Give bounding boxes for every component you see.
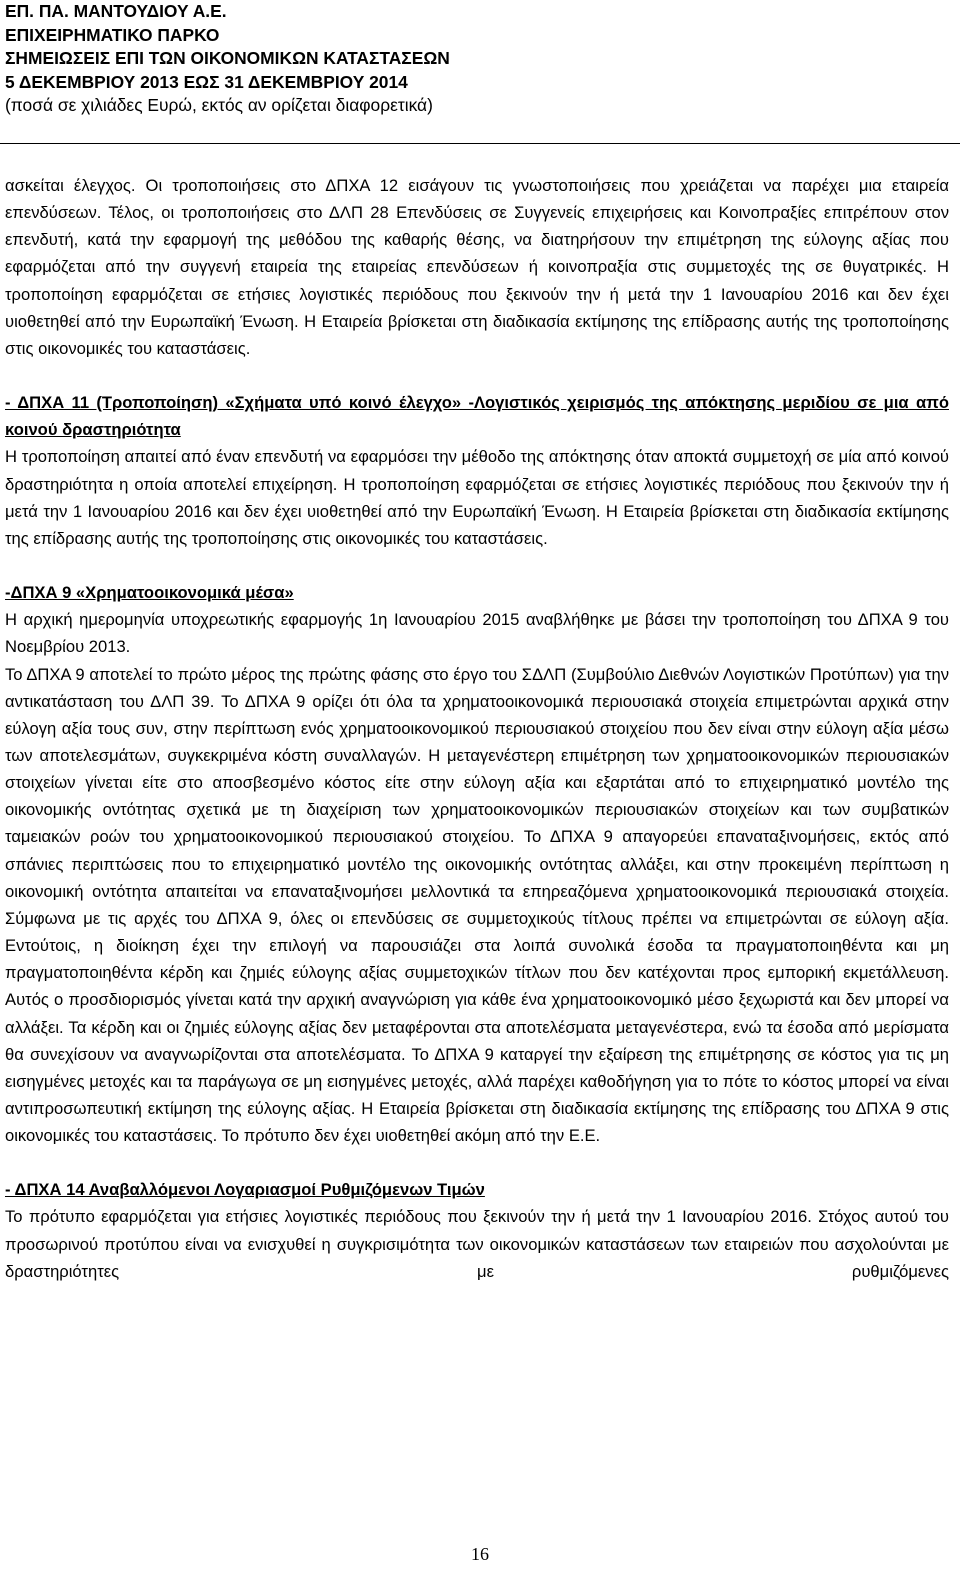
section-spacer bbox=[5, 362, 949, 389]
page-header bbox=[5, 0, 945, 118]
page-number: 16 bbox=[471, 1544, 489, 1564]
document-title: ΣΗΜΕΙΩΣΕΙΣ ΕΠΙ ΤΩΝ ΟΙΚΟΝΟΜΙΚΩΝ ΚΑΤΑΣΤΑΣΕΩΝ bbox=[5, 48, 450, 68]
ifrs9-heading: -ΔΠΧΑ 9 «Χρηματοοικονομικά μέσα» bbox=[5, 583, 294, 603]
document-body bbox=[5, 172, 949, 1285]
company-name: ΕΠ. ΠΑ. ΜΑΝΤΟΥΔΙΟΥ Α.Ε. bbox=[5, 1, 227, 21]
section-spacer bbox=[5, 1149, 949, 1176]
ias11-paragraph: Η τροποποίηση απαιτεί από έναν επενδυτή να εφαρμόσει την μέθοδο της απόκτησης όταν αποκτά συμμετοχή σε μία από κοινού δραστηριότητα η οποία αποτελεί επιχείρηση. Η τροποποίηση εφαρμόζεται σε ετήσιες λογιστικές περιόδους που ξεκινούν την ή μετά την 1 Ιανουαρίου 2016 και δεν έχει υιοθετηθεί από την Ευρωπαϊκή Ένωση. Η Εταιρεία βρίσκεται στη διαδικασία εκτίμησης της επίδρασης αυτής της τροποποίησης στις οικονομικές του καταστάσεις. bbox=[5, 447, 949, 548]
continuation-paragraph: ασκείται έλεγχος. Οι τροποποιήσεις στο ΔΠΧΑ 12 εισάγουν τις γνωστοποιήσεις που χρειάζεται να παρέχει μια εταιρεία επενδύσεων. Τέλος, οι τροποποιήσεις στο ΔΛΠ 28 Επενδύσεις σε Συγγενείς επιχειρήσεις και Κοινοπραξίες επιτρέπουν στον επενδυτή, κατά την εφαρμογή της μεθόδου της καθαρής θέσης, να διατηρήσουν την επιμέτρηση της εύλογης αξίας που εφαρμόζεται από την συγγενή εταιρεία της εταιρείας επενδύσεων ή κοινοπραξία στις συμμετοχές της σε θυγατρικές. Η τροποποίηση εφαρμόζεται σε ετήσιες λογιστικές περιόδους που ξεκινούν την ή μετά την 1 Ιανουαρίου 2016 και δεν έχει υιοθετηθεί από την Ευρωπαϊκή Ένωση. Η Εταιρεία βρίσκεται στη διαδικασία εκτίμησης της επίδρασης αυτής της τροποποίησης στις οικονομικές του καταστάσεις. bbox=[5, 176, 949, 358]
ias11-heading: - ΔΠΧΑ 11 (Τροποποίηση) «Σχήματα υπό κοινό έλεγχο» -Λογιστικός χειρισμός της απόκτησης μεριδίου σε μια από κοινού δραστηριότητα bbox=[5, 393, 949, 440]
currency-note: (ποσά σε χιλιάδες Ευρώ, εκτός αν ορίζεται διαφορετικά) bbox=[5, 95, 433, 115]
header-divider bbox=[0, 143, 960, 144]
ifrs9-paragraph-1: Η αρχική ημερομηνία υποχρεωτικής εφαρμογής 1η Ιανουαρίου 2015 αναβλήθηκε με βάσει την τροποποίηση του ΔΠΧΑ 9 του Νοεμβρίου 2013. bbox=[5, 610, 949, 657]
ifrs14-paragraph: Το πρότυπο εφαρμόζεται για ετήσιες λογιστικές περιόδους που ξεκινούν την ή μετά την 1 Ιανουαρίου 2016. Στόχος αυτού του προσωρινού προτύπου είναι να ενισχυθεί η συγκρισιμότητα των οικονομικών καταστάσεων των εταιρειών που ασχολούνται με δραστηριότητες με ρυθμιζόμενες bbox=[5, 1207, 949, 1281]
section-spacer bbox=[5, 552, 949, 579]
company-subtitle: ΕΠΙΧΕΙΡΗΜΑΤΙΚΟ ΠΑΡΚΟ bbox=[5, 24, 220, 45]
ifrs14-heading: - ΔΠΧΑ 14 Αναβαλλόμενοι Λογαριασμοί Ρυθμιζόμενων Τιμών bbox=[5, 1180, 485, 1200]
period-line: 5 ΔΕΚΕΜΒΡΙΟΥ 2013 ΕΩΣ 31 ΔΕΚΕΜΒΡΙΟΥ 2014 bbox=[5, 71, 408, 92]
ifrs9-paragraph-2: Το ΔΠΧΑ 9 αποτελεί το πρώτο μέρος της πρώτης φάσης στο έργο του ΣΔΛΠ (Συμβούλιο Διεθνών Λογιστικών Προτύπων) για την αντικατάσταση του ΔΛΠ 39. Το ΔΠΧΑ 9 ορίζει ότι όλα τα χρηματοοικονομικά περιουσιακά στοιχεία επιμετρώνται αρχικά στην εύλογη αξία τους συν, στην περίπτωση ενός χρηματοοικονομικού περιουσιακού στοιχείου που δεν είναι στην εύλογη αξία μέσω των αποτελεσμάτων, συγκεκριμένα κόστη συναλλαγών. Η μεταγενέστερη επιμέτρηση των χρηματοοικονομικών περιουσιακών στοιχείων γίνεται είτε στο αποσβεσμένο κόστος είτε στην εύλογη αξία και εξαρτάται από το επιχειρηματικό μοντέλο της οικονομικής οντότητας σχετικά με τη διαχείριση των χρηματοοικονομικών περιουσιακών στοιχείων και των συμβατικών ταμειακών ροών του χρηματοοικονομικού περιουσιακού στοιχείου. Το ΔΠΧΑ 9 απαγορεύει επαναταξινομήσεις, εκτός από σπάνιες περιπτώσεις που το επιχειρηματικό μοντέλο της οικονομικής οντότητας αλλάξει, και στην προκειμένη περίπτωση η οικονομική οντότητα απαιτείται να επαναταξινομήσει μελλοντικά τα επηρεαζόμενα χρηματοοικονομικά περιουσιακά στοιχεία. Σύμφωνα με τις αρχές του ΔΠΧΑ 9, όλες οι επενδύσεις σε συμμετοχικούς τίτλους πρέπει να επιμετρώνται σε εύλογη αξία. Εντούτοις, η διοίκηση έχει την επιλογή να παρουσιάζει στα λοιπά συνολικά έσοδα τα πραγματοποιηθέντα και μη πραγματοποιηθέντα κέρδη και ζημιές εύλογης αξίας συμμετοχικών τίτλων που δεν κατέχονται προς εμπορική εκμετάλλευση. Αυτός ο προσδιορισμός γίνεται κατά την αρχική αναγνώριση για κάθε ένα χρηματοοικονομικό μέσο ξεχωριστά και δεν μπορεί να αλλάξει. Τα κέρδη και οι ζημιές εύλογης αξίας δεν μεταφέρονται στα αποτελέσματα μεταγενέστερα, ενώ τα έσοδα από μερίσματα θα συνεχίσουν να αναγνωρίζονται στα αποτελέσματα. Το ΔΠΧΑ 9 καταργεί την εξαίρεση της επιμέτρησης σε κόστος για τις μη εισηγμένες μετοχές και τα παράγωγα σε μη εισηγμένες μετοχές, αλλά παρέχει καθοδήγηση για το πότε το κόστος μπορεί να είναι αντιπροσωπευτική εκτίμηση της εύλογης αξίας. Η Εταιρεία βρίσκεται στη διαδικασία εκτίμησης της επίδρασης του ΔΠΧΑ 9 στις οικονομικές του καταστάσεις. Το πρότυπο δεν έχει υιοθετηθεί ακόμη από την Ε.Ε. bbox=[5, 664, 949, 1146]
